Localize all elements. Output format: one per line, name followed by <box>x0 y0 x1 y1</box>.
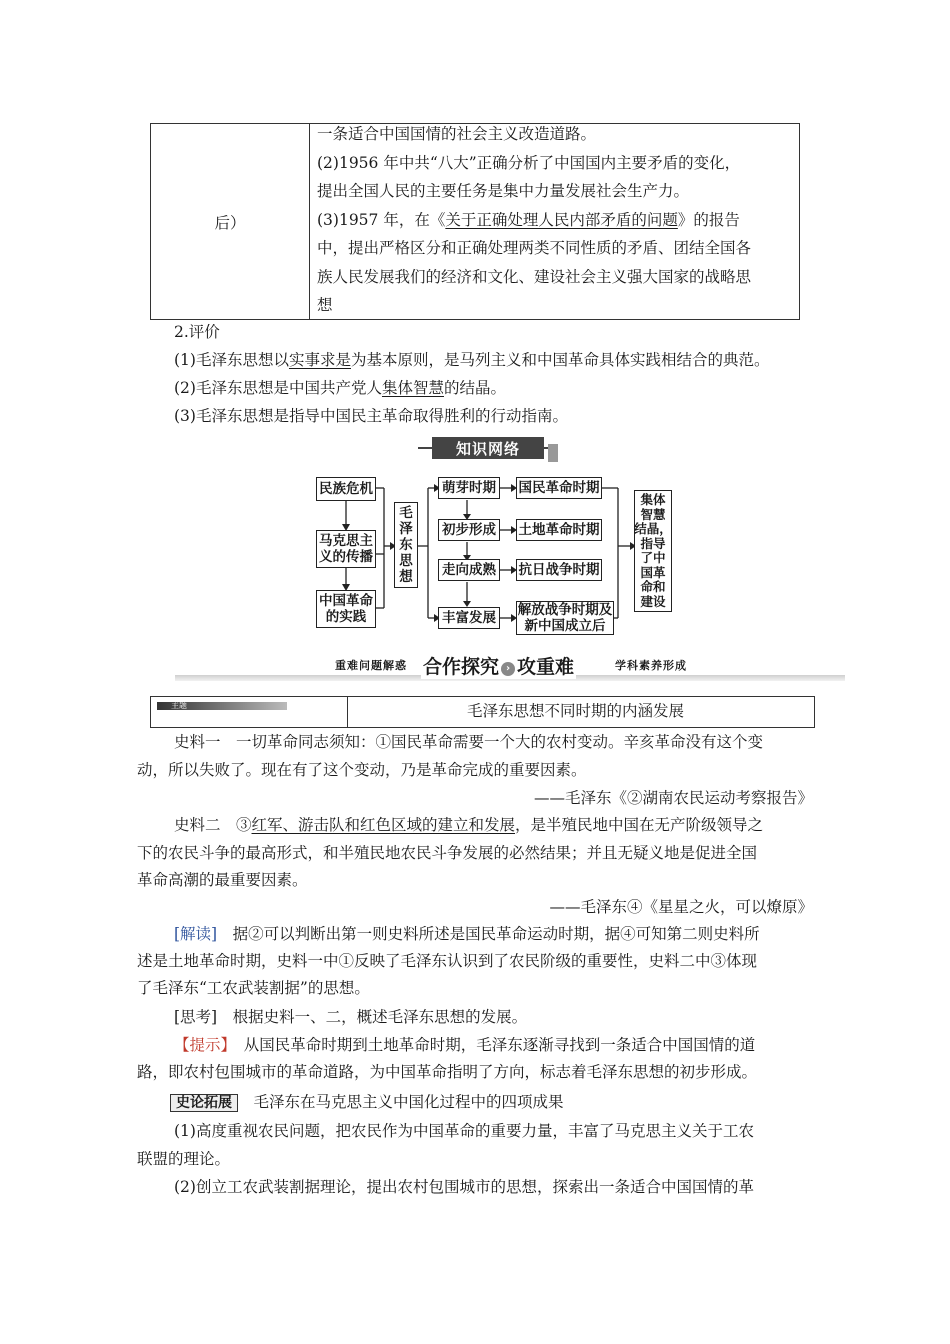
diagram-node-national-crisis: 民族危机 <box>316 477 376 501</box>
diagram-title: 知识网络 <box>432 437 544 459</box>
diagram-stage-2: 初步形成 <box>438 519 500 541</box>
topic-tag-cell <box>151 697 348 727</box>
diagram-node-marxism-spread: 马克思主 义的传播 <box>316 530 376 568</box>
diagram-stage-3: 走向成熟 <box>438 559 500 581</box>
think-tag: [思考] <box>174 1008 218 1026</box>
evaluation-item-3: (3)毛泽东思想是指导中国民主革命取得胜利的行动指南。 <box>174 407 568 425</box>
topic-box <box>150 696 815 728</box>
interpret-line: 述是土地革命时期，史料一中①反映了毛泽东认识到了农民阶级的重要性，史料二中③体现 <box>137 952 758 970</box>
extension-heading: 史论拓展 毛泽东在马克思主义中国化过程中的四项成果 <box>170 1088 564 1118</box>
extension-tag: 史论拓展 <box>170 1094 238 1112</box>
hint-line: 【提示】 从国民革命时期到土地革命时期，毛泽东逐渐寻找到一条适合中国国情的道 <box>174 1036 756 1054</box>
diagram-node-revolution-practice: 中国革命 的实践 <box>316 590 376 628</box>
source1-citation: ——毛泽东《②湖南农民运动考察报告》 <box>533 789 813 807</box>
chevron-right-icon: › <box>501 662 515 676</box>
content-table <box>150 123 800 320</box>
table-line: 一条适合中国国情的社会主义改造道路。 <box>317 125 597 143</box>
diagram-period-2: 土地革命时期 <box>516 519 602 541</box>
table-right-cell <box>317 120 795 320</box>
diagram-period-1: 国民革命时期 <box>516 477 602 499</box>
topic-tag-label: 主题 <box>171 701 187 710</box>
evaluation-item-2: (2)毛泽东思想是中国共产党人集体智慧的结晶。 <box>174 379 506 397</box>
evaluation-heading: 2.评价 <box>174 323 220 341</box>
table-left-cell: 后） <box>214 213 246 232</box>
diagram-period-4: 解放战争时期及 新中国成立后 <box>517 602 613 634</box>
diagram-stage-1: 萌芽时期 <box>438 477 500 499</box>
think-line: [思考] 根据史料一、二，概述毛泽东思想的发展。 <box>174 1008 528 1026</box>
interpret-line: 了毛泽东“工农武装割据”的思想。 <box>137 979 370 997</box>
section-right-caption: 学科素养形成 <box>615 659 687 672</box>
source1-line: 史料一 一切革命同志须知：①国民革命需要一个大的农村变动。辛亥革命没有这个变 <box>174 733 764 751</box>
diagram-period-3: 抗日战争时期 <box>516 559 602 581</box>
diagram-title-shadow <box>548 444 558 462</box>
source2-line: 革命高潮的最重要因素。 <box>137 871 308 889</box>
interpret-line: [解读] 据②可以判断出第一则史料所述是国民革命运动时期，据④可知第二则史料所 <box>174 925 760 943</box>
table-divider <box>309 124 310 319</box>
interpret-tag: [解读] <box>174 925 218 943</box>
extension-item: (2)创立工农武装割据理论，提出农村包围城市的思想，探索出一条适合中国国情的革 <box>174 1178 754 1196</box>
diagram-node-result: 集体 智慧 结晶， 指导 了中 国革 命和 建设 <box>634 490 672 612</box>
table-line: 族人民发展我们的经济和文化、建设社会主义强大国家的战略思 <box>317 267 752 286</box>
table-line: 想 <box>317 296 333 314</box>
extension-item: (1)高度重视农民问题，把农民作为中国革命的重要力量，丰富了马克思主义关于工农 <box>174 1122 754 1140</box>
source2-line: 史料二 ③红军、游击队和红色区域的建立和发展，是半殖民地中国在无产阶级领导之 <box>174 816 764 834</box>
source2-citation: ——毛泽东④《星星之火，可以燎原》 <box>549 898 813 916</box>
table-line: (3)1957 年，在《关于正确处理人民内部矛盾的问题》的报告 <box>317 210 740 229</box>
table-line: 中，提出严格区分和正确处理两类不同性质的矛盾、团结全国各 <box>317 239 752 257</box>
section-banner <box>175 654 845 684</box>
hint-tag: 【提示】 <box>174 1036 229 1054</box>
source2-line: 下的农民斗争的最高形式，和半殖民地农民斗争发展的必然结果；并且无疑义地是促进全国 <box>137 844 758 862</box>
section-left-caption: 重难问题解惑 <box>335 659 407 672</box>
evaluation-item-1: (1)毛泽东思想以实事求是为基本原则，是马列主义和中国革命具体实践相结合的典范。 <box>174 351 770 369</box>
source1-line: 动，所以失败了。现在有了这个变动，乃是革命完成的重要因素。 <box>137 761 587 779</box>
table-line: (2)1956 年中共“八大”正确分析了中国国内主要矛盾的变化， <box>317 153 741 172</box>
topic-title: 毛泽东思想不同时期的内涵发展 <box>467 702 685 720</box>
diagram-stage-4: 丰富发展 <box>438 607 500 629</box>
table-line: 提出全国人民的主要任务是集中力量发展社会生产力。 <box>317 182 690 200</box>
hint-line: 路，即农村包围城市的革命道路，为中国革命指明了方向，标志着毛泽东思想的初步形成。 <box>137 1063 758 1081</box>
diagram-node-mao-thought: 毛 泽 东 思 想 <box>394 502 418 588</box>
section-title: 合作探究 › 攻重难 <box>421 652 576 679</box>
extension-item: 联盟的理论。 <box>137 1150 231 1168</box>
